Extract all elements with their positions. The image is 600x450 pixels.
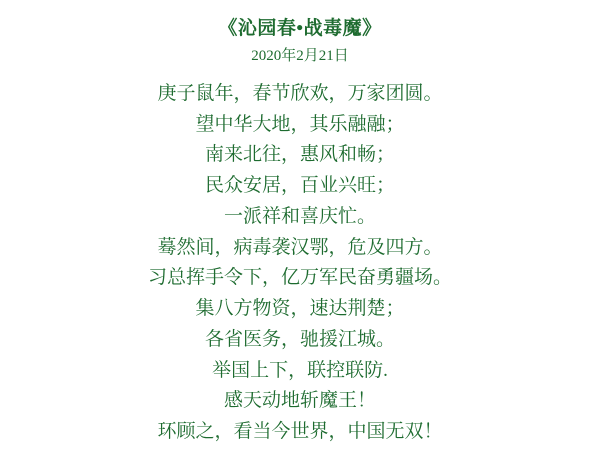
poem-line: 习总挥手令下，亿万军民奋勇疆场。 (147, 267, 452, 289)
poem-line: 南来北往，惠风和畅； (204, 144, 395, 166)
poem-date: 2020年2月21日 (251, 47, 349, 64)
poem-line: 环顾之，看当今世界，中国无双！ (157, 421, 443, 443)
poem-line: 感天动地斩魔王！ (223, 390, 376, 412)
poem-line: 民众安居，百业兴旺； (204, 175, 395, 197)
poem-line: 一派祥和喜庆忙。 (223, 205, 376, 227)
poem-line: 庚子鼠年，春节欣欢，万家团圆。 (157, 82, 443, 104)
page-title: 《沁园春•战毒魔》 (218, 18, 382, 39)
poem-line: 蓦然间，病毒袭汉鄂，危及四方。 (157, 236, 443, 258)
poem-line: 望中华大地，其乐融融； (195, 113, 405, 135)
poem-body (20, 79, 580, 448)
poem-line: 各省医务，驰援江城。 (204, 328, 395, 350)
poem-line: 集八方物资，速达荆楚； (195, 298, 405, 320)
poem-line: 举国上下，联控联防. (212, 359, 388, 381)
